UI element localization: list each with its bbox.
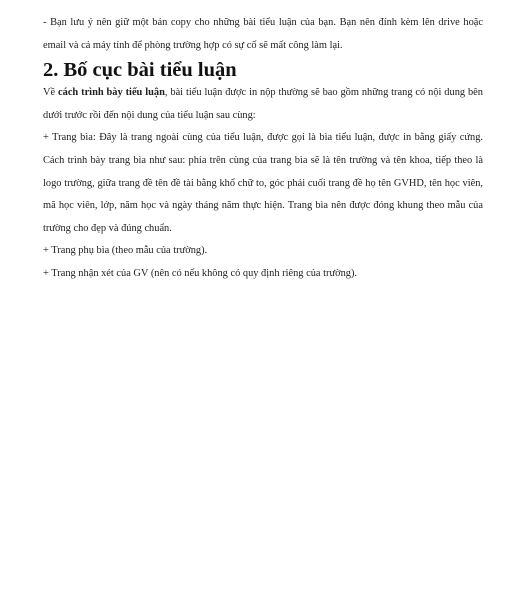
- sub-cover-item: + Trang phụ bìa (theo mẫu của trường).: [43, 245, 208, 257]
- document-page: [43, 14, 483, 286]
- section-intro-paragraph: [43, 82, 483, 127]
- teacher-review-item: + Trang nhận xét của GV (nên có nếu không có quy định riêng của trường).: [43, 267, 358, 279]
- section-intro-bold-phrase: cách trình bày tiểu luận: [58, 87, 165, 99]
- cover-page-paragraph: + Trang bìa: Đây là trang ngoài cùng của tiểu luận, được gọi là bìa tiểu luận, được in bằng giấy cứng. Cách trình bày trang bìa như sau: phía trên cùng của trang bìa sẽ là tên trường và tên khoa, tiếp theo là logo trường, giữa trang đề tên đề tài bằng khổ chữ to, góc phải cuối trang đề họ tên GVHD, tên học viên, mã học viên, lớp, năm học và ngày tháng năm thực hiện. Trang bìa nên được đóng khung theo mẫu của trường cho đẹp và đúng chuẩn.: [43, 132, 483, 234]
- section-intro-rest: , bài tiểu luận được in nộp thường sẽ bao gồm những trang có nội dung bên dưới trước rồi đến nội dung của tiểu luận sau cùng:: [43, 87, 483, 121]
- section-heading: 2. Bố cục bài tiểu luận: [43, 59, 237, 82]
- section-intro-prefix: Về: [43, 87, 59, 99]
- intro-paragraph: - Bạn lưu ý nên giữ một bản copy cho những bài tiểu luận của bạn. Bạn nên đính kèm lên drive hoặc email và cả máy tính để phòng trường hợp có sự cố sẽ mất công làm lại.: [43, 17, 483, 51]
